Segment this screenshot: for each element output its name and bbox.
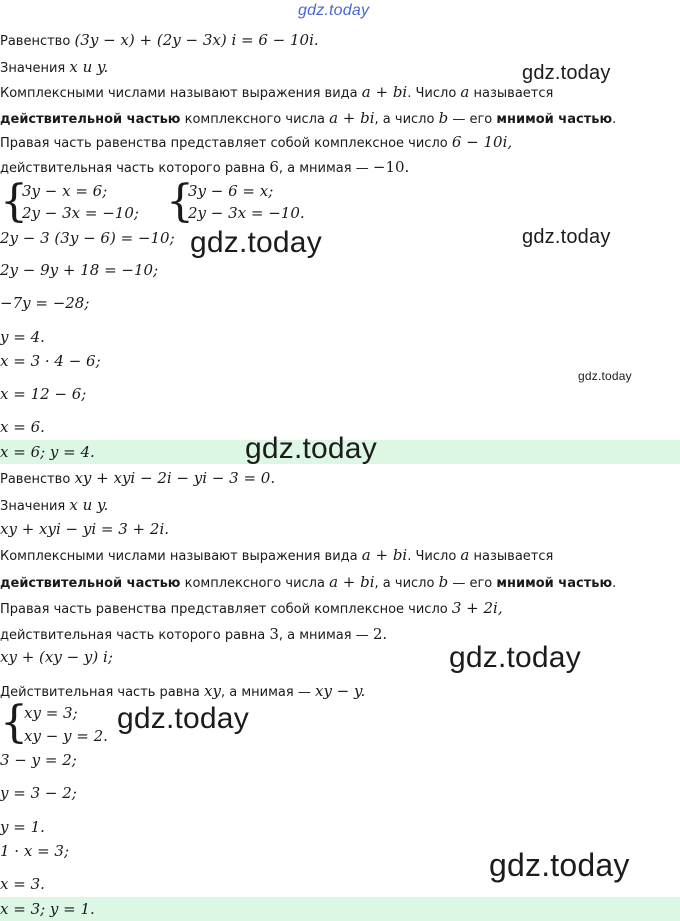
system-brace-1: {	[0, 176, 28, 227]
def-text: называется	[473, 549, 554, 564]
rearranged-line: xy + xyi − yi = 3 + 2i.	[0, 520, 170, 538]
def-var-a: a	[460, 83, 470, 101]
def-text: . Число	[407, 549, 457, 564]
def-text: , а число	[374, 112, 435, 127]
equality-line-2	[0, 467, 275, 489]
watermark-top: gdz.today	[298, 2, 370, 19]
right-text: Правая часть равенства представляет собой комплексное число	[0, 136, 448, 151]
system-brace-3: {	[0, 697, 28, 748]
step-line: 2y − 9y + 18 = −10;	[0, 261, 159, 279]
def-var-b: b	[438, 573, 449, 591]
watermark-low-right: gdz.today	[449, 641, 581, 674]
answer-line-2: x = 3; y = 1.	[0, 900, 95, 918]
parts-text: действительная часть которого равна	[0, 628, 266, 643]
equality-expr: (3y − x) + (2y − 3x) i = 6 − 10i.	[74, 31, 319, 49]
values-vars: x и y.	[69, 496, 109, 514]
right-num: 6 − 10i,	[451, 133, 513, 151]
system-3-line-2: xy − y = 2.	[24, 727, 108, 745]
equality-expr: xy + xyi − 2i − yi − 3 = 0.	[74, 469, 276, 487]
answer-line-1: x = 6; y = 4.	[0, 443, 95, 461]
values-label: Значения	[0, 61, 66, 76]
def-text: , а число	[374, 576, 435, 591]
values-label: Значения	[0, 499, 66, 514]
step-line: y = 3 − 2;	[0, 784, 77, 802]
parts-imag: −10.	[372, 158, 410, 176]
watermark-right-2: gdz.today	[522, 226, 611, 248]
equality-label: Равенство	[0, 34, 71, 49]
step-line: y = 4.	[0, 328, 45, 346]
right-side-line-1	[0, 131, 512, 153]
system-1-line-2: 2y − 3x = −10;	[22, 204, 139, 222]
watermark-small: gdz.today	[578, 369, 632, 383]
parts-line-2	[0, 623, 387, 645]
values-line-2	[0, 494, 108, 516]
equality-label: Равенство	[0, 472, 71, 487]
def-dot: .	[612, 576, 617, 591]
step-line: x = 3.	[0, 875, 45, 893]
parts-imag: 2.	[372, 625, 388, 643]
right-side-line-2	[0, 597, 503, 619]
parts-text: , а мнимая —	[278, 161, 369, 176]
watermark-low-left: gdz.today	[117, 702, 249, 735]
grouped-line: xy + (xy − y) i;	[0, 648, 113, 666]
system-2-line-2: 2y − 3x = −10.	[188, 204, 305, 222]
def-text: называется	[473, 86, 554, 101]
def-text: комплексного числа	[184, 112, 325, 127]
def-bold-real: действительной частью	[0, 576, 181, 591]
values-line-1	[0, 56, 108, 78]
def-expr: a + bi	[329, 109, 375, 127]
values-vars: x и y.	[69, 58, 109, 76]
def-text: . Число	[407, 86, 457, 101]
def-bold-imag: мнимой частью	[496, 112, 613, 127]
step-line: x = 12 − 6;	[0, 385, 87, 403]
lhs-parts-line	[0, 680, 365, 702]
def-expr: a + bi	[361, 546, 408, 564]
lhs-real: xy	[204, 682, 221, 700]
def-bold-imag: мнимой частью	[496, 576, 613, 591]
def-var-b: b	[438, 109, 449, 127]
step-line: 1 · x = 3;	[0, 842, 70, 860]
answer-highlight-2	[0, 897, 680, 921]
step-line: x = 6.	[0, 418, 45, 436]
def-bold-real: действительной частью	[0, 112, 181, 127]
def-text: Комплексными числами называют выражения вида	[0, 549, 358, 564]
def-text: комплексного числа	[184, 576, 325, 591]
definition-line-1b	[0, 107, 616, 129]
lhs-text: Действительная часть равна	[0, 685, 200, 700]
parts-text: , а мнимая —	[278, 628, 369, 643]
system-brace-2: {	[166, 176, 194, 227]
parts-real: 3	[269, 625, 279, 643]
def-text: — его	[452, 112, 493, 127]
def-expr: a + bi	[361, 83, 408, 101]
lhs-imag: xy − y.	[314, 682, 366, 700]
definition-line-2b	[0, 571, 616, 593]
def-expr: a + bi	[329, 573, 375, 591]
def-var-a: a	[460, 546, 470, 564]
def-text: Комплексными числами называют выражения вида	[0, 86, 358, 101]
definition-line-2a	[0, 544, 553, 566]
watermark-right-1: gdz.today	[522, 62, 611, 84]
step-line: y = 1.	[0, 818, 45, 836]
step-line: x = 3 · 4 − 6;	[0, 352, 101, 370]
system-3-line-1: xy = 3;	[24, 704, 78, 722]
step-line: −7y = −28;	[0, 294, 90, 312]
watermark-highlight: gdz.today	[245, 432, 377, 465]
step-line: 2y − 3 (3y − 6) = −10;	[0, 229, 175, 247]
system-2-line-1: 3y − 6 = x;	[188, 182, 274, 200]
step-line: 3 − y = 2;	[0, 751, 77, 769]
right-num: 3 + 2i,	[451, 599, 503, 617]
def-text: — его	[452, 576, 493, 591]
equality-line-1	[0, 29, 319, 51]
watermark-mid-large: gdz.today	[190, 226, 322, 259]
parts-real: 6	[269, 158, 279, 176]
right-text: Правая часть равенства представляет собой комплексное число	[0, 602, 448, 617]
def-dot: .	[612, 112, 617, 127]
definition-line-1a	[0, 81, 553, 103]
lhs-text: , а мнимая —	[220, 685, 311, 700]
watermark-bottom: gdz.today	[489, 847, 630, 883]
parts-line-1	[0, 156, 409, 178]
system-1-line-1: 3y − x = 6;	[22, 182, 108, 200]
parts-text: действительная часть которого равна	[0, 161, 266, 176]
